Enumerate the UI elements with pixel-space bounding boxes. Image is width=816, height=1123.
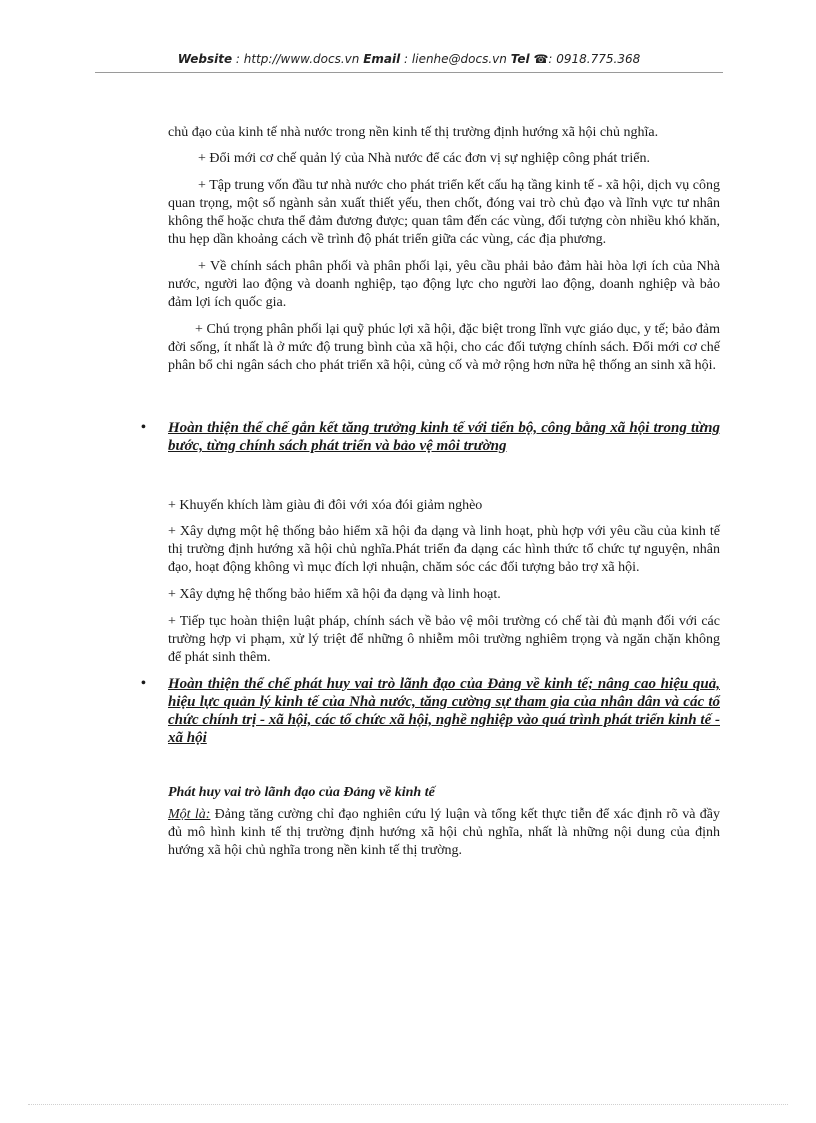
paragraph-investment-focus: + Tập trung vốn đầu tư nhà nước cho phát triển kết cấu hạ tầng kinh tế - xã hội, dịch vụ công quan trọng, một số ngành sản xuất thiết yếu, then chốt, đóng vai trò chủ đạo và lĩnh vực tư nhân không thể hoặc chưa thể đảm đương được; quan tâm đến các vùng, đối tượng còn nhiều khó khăn, thu hẹp dần khoảng cách về trình độ phát triển giữa các vùng, các địa phương. [168,178,720,247]
paragraph-distribution-policy: + Về chính sách phân phối và phân phối lại, yêu cầu phải bảo đảm hài hòa lợi ích của Nhà nước, người lao động và doanh nghiệp, tạo động lực cho người lao động, doanh nghiệp và bảo đảm lợi ích quốc gia. [168,259,720,310]
paragraph-social-welfare: + Chú trọng phân phối lại quỹ phúc lợi xã hội, đặc biệt trong lĩnh vực giáo dục, y tế; bảo đảm đời sống, ít nhất là ở mức độ trung bình của xã hội, cho các đối tượng chính sách. Đổi mới cơ chế phân bổ chi ngân sách cho phát triển xã hội, củng cố và mở rộng hơn nữa hệ thống an sinh xã hội. [168,322,720,373]
page-header [95,52,723,66]
paragraph-social-insurance: + Xây dựng hệ thống bảo hiểm xã hội đa dạng và linh hoạt. [168,587,501,602]
footer-divider [28,1104,788,1105]
section-subheading: Phát huy vai trò lãnh đạo của Đảng về kinh tế [168,785,435,800]
bullet-heading-text: Hoàn thiện thể chế gắn kết tăng trưởng kinh tế với tiến bộ, công bằng xã hội trong từng bước, từng chính sách phát triển và bảo vệ môi trường [168,420,720,454]
paragraph-social-insurance-system: + Xây dựng một hệ thống bảo hiểm xã hội đa dạng và linh hoạt, phù hợp với yêu cầu của kinh tế thị trường định hướng xã hội chủ nghĩa.Phát triển đa dạng các hình thức tổ chức tự nguyện, nhân đạo, hoạt động không vì mục đích lợi nhuận, chăm sóc các đối tượng bảo trợ xã hội. [168,524,720,575]
header-divider [95,72,723,73]
bullet-heading-party-leadership [141,675,720,747]
document-body [141,124,720,868]
website-value[interactable]: : http://www.docs.vn [235,52,360,66]
bullet-heading-growth-equity [141,419,720,455]
point-text: Đảng tăng cường chỉ đạo nghiên cứu lý luận và tổng kết thực tiễn để xác định rõ và đầy đủ mô hình kinh tế thị trường định hướng xã hội chủ nghĩa, nhất là những nội dung của định hướng xã hội chủ nghĩa trong nền kinh tế thị trường. [168,807,720,858]
phone-icon: ☎ [533,52,549,66]
email-value[interactable]: : lienhe@docs.vn [404,52,507,66]
point-lead: Một là: [168,807,211,822]
paragraph-public-service-reform: + Đổi mới cơ chế quản lý của Nhà nước để các đơn vị sự nghiệp công phát triển. [198,151,650,166]
email-label: Email [363,52,401,66]
paragraph-state-economy: chủ đạo của kinh tế nhà nước trong nền kinh tế thị trường định hướng xã hội chủ nghĩa. [168,125,659,140]
bullet-heading-text: Hoàn thiện thể chế phát huy vai trò lãnh đạo của Đảng về kinh tế; nâng cao hiệu quả, hiệu lực quản lý kinh tế của Nhà nước, tăng cường sự tham gia của nhân dân và các tổ chức chính trị - xã hội, các tổ chức xã hội, nghề nghiệp vào quá trình phát triển kinh tế - xã hội [168,676,720,746]
paragraph-environment-law: + Tiếp tục hoàn thiện luật pháp, chính sách về bảo vệ môi trường có chế tài đủ mạnh đối với các trường hợp vi phạm, xử lý triệt để những ô nhiễm môi trường nghiêm trọng và ngăn chặn không để phát sinh thêm. [168,614,720,665]
paragraph-point-one [168,806,720,860]
paragraph-poverty-reduction: + Khuyến khích làm giàu đi đôi với xóa đói giảm nghèo [168,498,483,513]
bullet-icon: • [141,676,146,691]
tel-label: Tel [510,52,530,66]
bullet-icon: • [141,420,146,435]
tel-value: : 0918.775.368 [548,52,641,66]
website-label: Website [177,52,233,66]
